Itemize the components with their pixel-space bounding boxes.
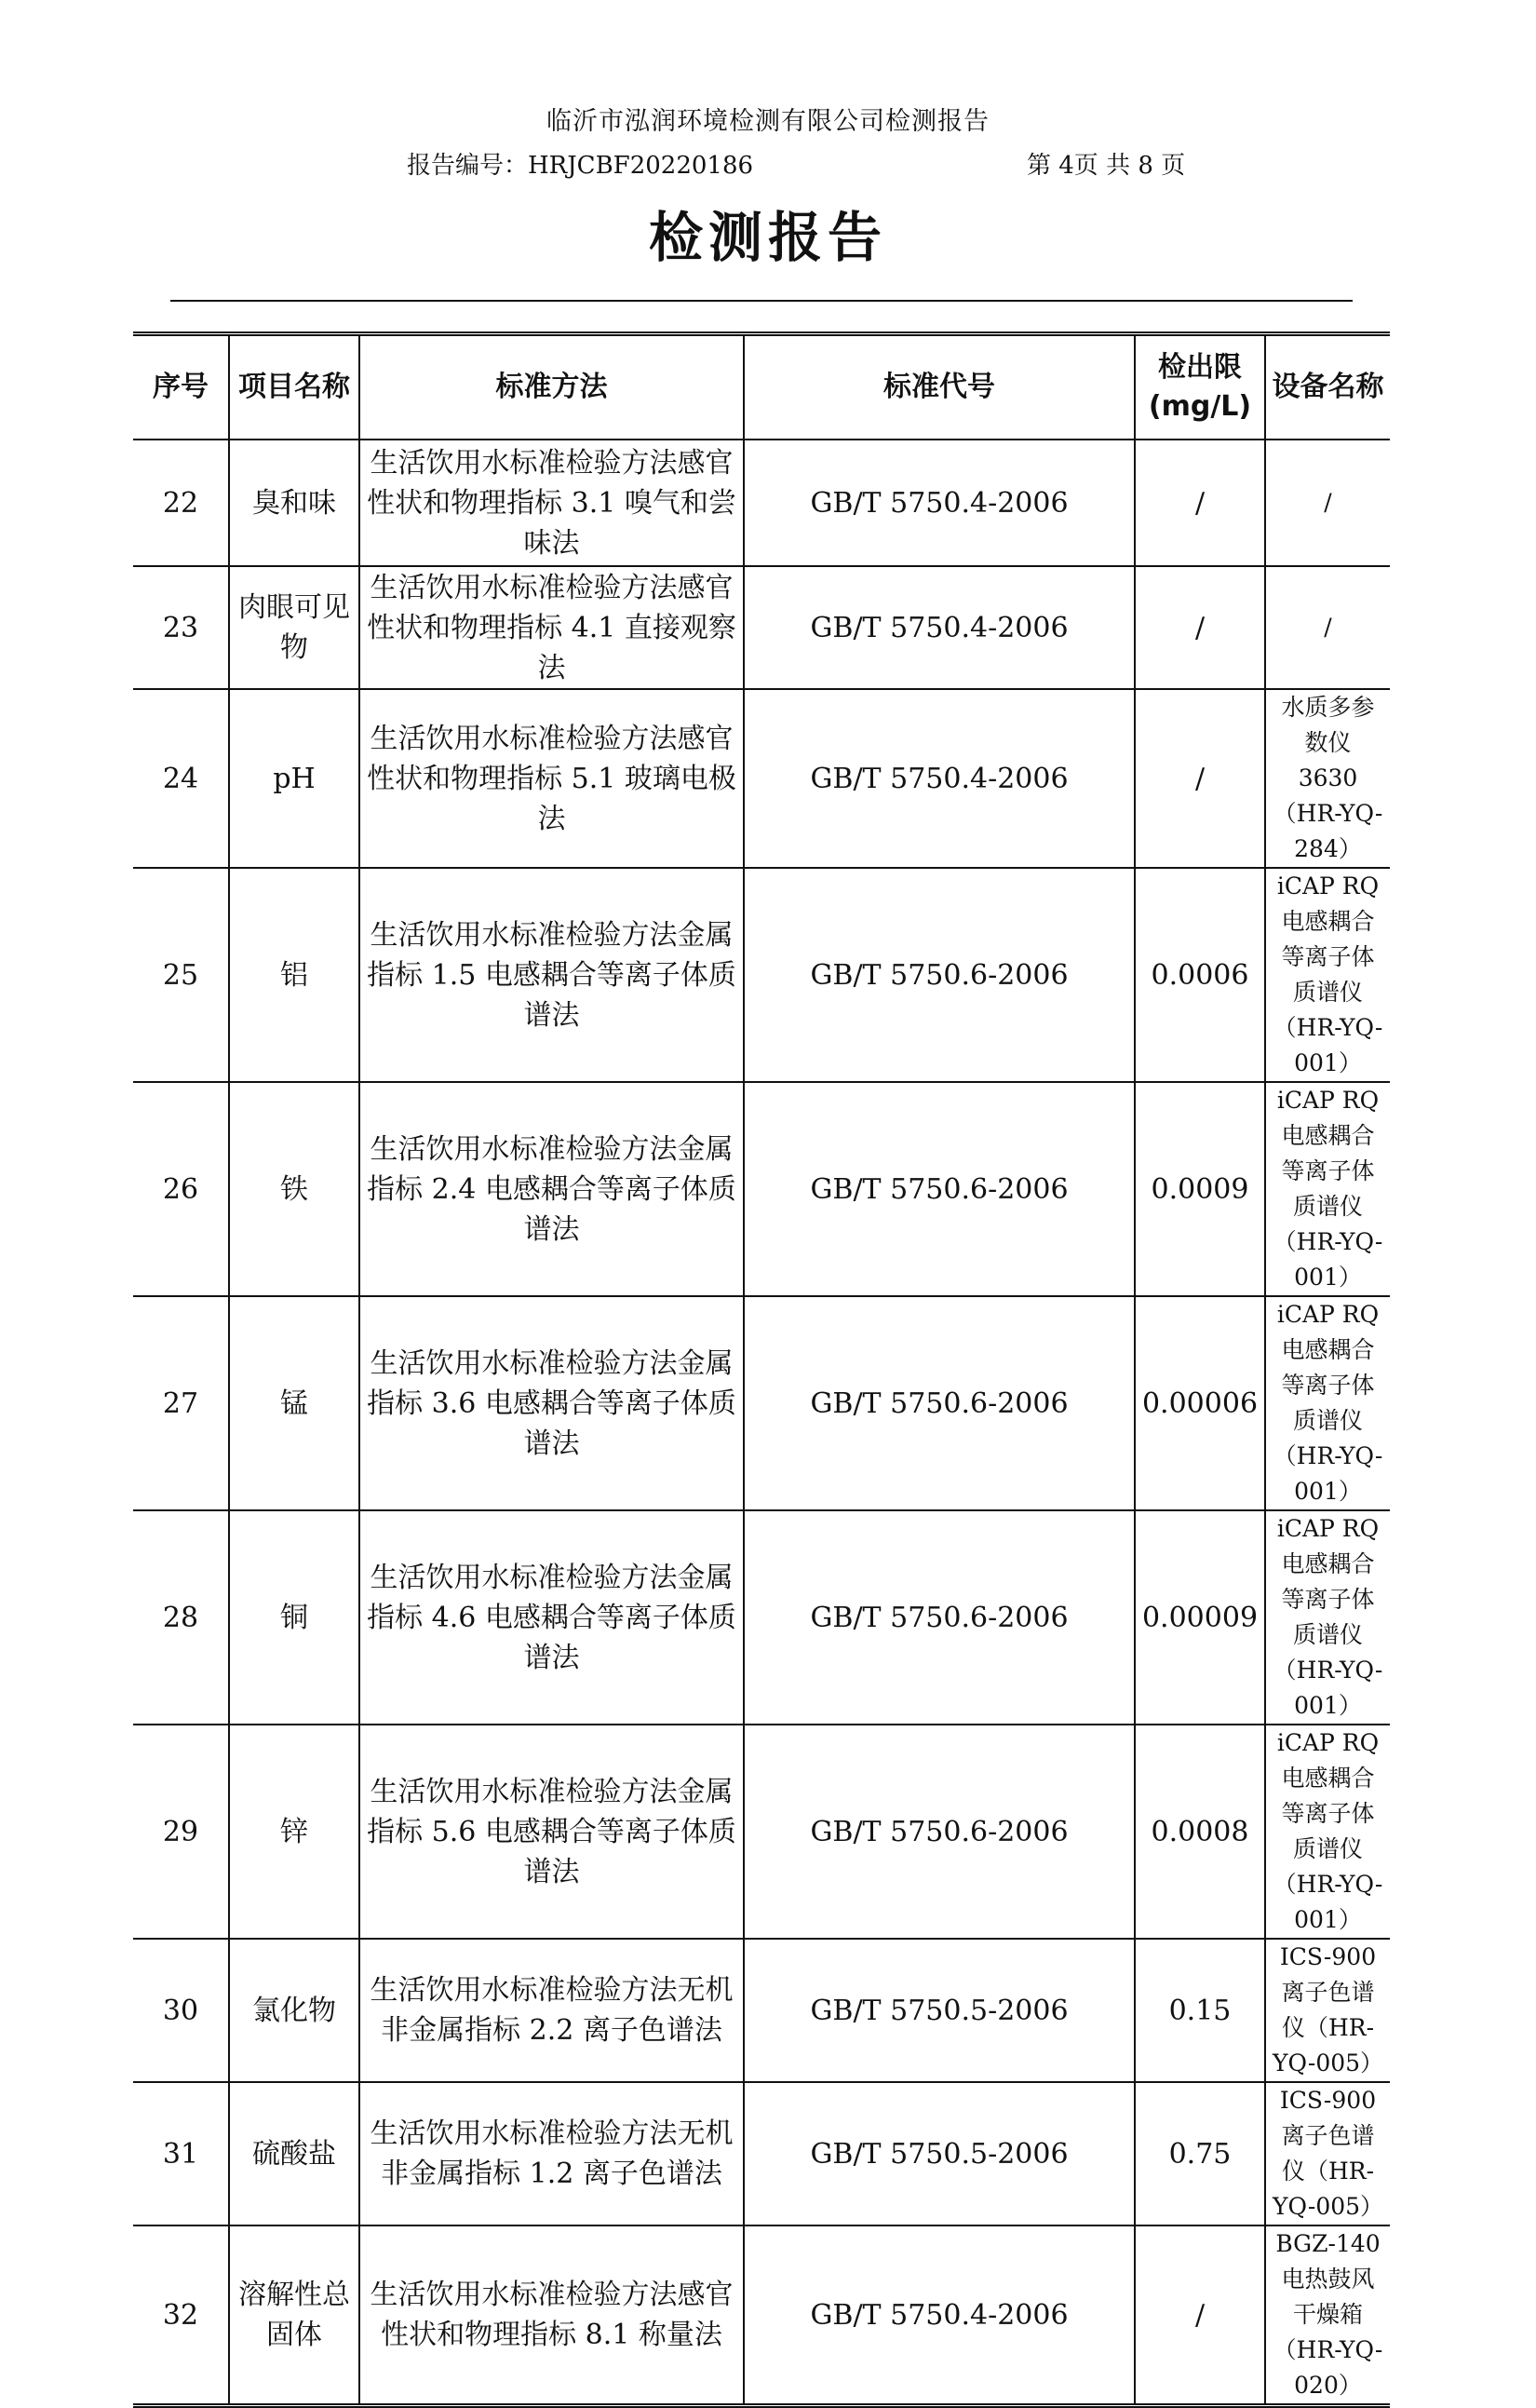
row-limit: / (1135, 566, 1265, 689)
row-limit: 0.00006 (1135, 1296, 1265, 1510)
row-equipment: / (1265, 566, 1390, 689)
row-equipment: iCAP RQ 电感耦合等离子体质谱仪（HR-YQ-001） (1265, 1725, 1390, 1939)
row-limit: / (1135, 440, 1265, 566)
row-item: pH (229, 689, 359, 868)
table-row (133, 1296, 1390, 1510)
row-equipment: ICS-900 离子色谱仪（HR-YQ-005） (1265, 2082, 1390, 2225)
row-item: 溶解性总固体 (229, 2225, 359, 2406)
row-method: 生活饮用水标准检验方法金属指标 1.5 电感耦合等离子体质谱法 (359, 868, 744, 1082)
table-row (133, 2225, 1390, 2406)
table-row (133, 868, 1390, 1082)
row-item: 氯化物 (229, 1939, 359, 2082)
row-code: GB/T 5750.6-2006 (744, 1296, 1135, 1510)
table-row (133, 1939, 1390, 2082)
row-no: 25 (133, 868, 229, 1082)
table-row (133, 1510, 1390, 1725)
document-title: 检测报告 (648, 206, 887, 269)
row-no: 32 (133, 2225, 229, 2406)
row-method: 生活饮用水标准检验方法感官性状和物理指标 8.1 称量法 (359, 2225, 744, 2406)
row-limit: 0.75 (1135, 2082, 1265, 2225)
report-number: 报告编号：HRJCBF20220186 (407, 152, 754, 180)
row-limit: 0.15 (1135, 1939, 1265, 2082)
row-item: 硫酸盐 (229, 2082, 359, 2225)
row-equipment: iCAP RQ 电感耦合等离子体质谱仪（HR-YQ-001） (1265, 868, 1390, 1082)
row-item: 铝 (229, 868, 359, 1082)
row-limit: / (1135, 2225, 1265, 2406)
row-code: GB/T 5750.6-2006 (744, 868, 1135, 1082)
row-limit: 0.0008 (1135, 1725, 1265, 1939)
row-limit: / (1135, 689, 1265, 868)
row-code: GB/T 5750.4-2006 (744, 689, 1135, 868)
row-method: 生活饮用水标准检验方法金属指标 3.6 电感耦合等离子体质谱法 (359, 1296, 744, 1510)
row-limit: 0.0006 (1135, 868, 1265, 1082)
row-no: 23 (133, 566, 229, 689)
row-code: GB/T 5750.4-2006 (744, 566, 1135, 689)
row-method: 生活饮用水标准检验方法无机非金属指标 1.2 离子色谱法 (359, 2082, 744, 2225)
row-no: 24 (133, 689, 229, 868)
row-method: 生活饮用水标准检验方法感官性状和物理指标 3.1 嗅气和尝味法 (359, 440, 744, 566)
company-report-header: 临沂市泓润环境检测有限公司检测报告 (546, 107, 990, 136)
table-row (133, 689, 1390, 868)
row-item: 锌 (229, 1725, 359, 1939)
column-header-code: 标准代号 (744, 334, 1135, 440)
row-method: 生活饮用水标准检验方法感官性状和物理指标 4.1 直接观察法 (359, 566, 744, 689)
page-info: 第 4页 共 8 页 (1027, 152, 1186, 180)
table-row (133, 1082, 1390, 1296)
row-equipment: BGZ-140 电热鼓风干燥箱（HR-YQ-020） (1265, 2225, 1390, 2406)
row-code: GB/T 5750.5-2006 (744, 1939, 1135, 2082)
row-item: 铁 (229, 1082, 359, 1296)
row-method: 生活饮用水标准检验方法金属指标 5.6 电感耦合等离子体质谱法 (359, 1725, 744, 1939)
row-no: 27 (133, 1296, 229, 1510)
title-divider (170, 300, 1353, 302)
column-header-item: 项目名称 (229, 334, 359, 440)
row-equipment: iCAP RQ 电感耦合等离子体质谱仪（HR-YQ-001） (1265, 1296, 1390, 1510)
table-header-row (133, 334, 1390, 440)
table-row (133, 1725, 1390, 1939)
column-header-limit: 检出限(mg/L) (1135, 334, 1265, 440)
row-method: 生活饮用水标准检验方法金属指标 4.6 电感耦合等离子体质谱法 (359, 1510, 744, 1725)
row-limit: 0.0009 (1135, 1082, 1265, 1296)
row-no: 29 (133, 1725, 229, 1939)
column-header-no: 序号 (133, 334, 229, 440)
row-method: 生活饮用水标准检验方法金属指标 2.4 电感耦合等离子体质谱法 (359, 1082, 744, 1296)
row-no: 30 (133, 1939, 229, 2082)
table-row (133, 440, 1390, 566)
row-equipment: iCAP RQ 电感耦合等离子体质谱仪（HR-YQ-001） (1265, 1082, 1390, 1296)
row-code: GB/T 5750.4-2006 (744, 2225, 1135, 2406)
row-item: 肉眼可见物 (229, 566, 359, 689)
table-row (133, 2082, 1390, 2225)
column-header-method: 标准方法 (359, 334, 744, 440)
row-code: GB/T 5750.5-2006 (744, 2082, 1135, 2225)
row-no: 22 (133, 440, 229, 566)
row-code: GB/T 5750.4-2006 (744, 440, 1135, 566)
row-method: 生活饮用水标准检验方法感官性状和物理指标 5.1 玻璃电极法 (359, 689, 744, 868)
row-code: GB/T 5750.6-2006 (744, 1510, 1135, 1725)
row-limit: 0.00009 (1135, 1510, 1265, 1725)
row-equipment: / (1265, 440, 1390, 566)
row-no: 28 (133, 1510, 229, 1725)
row-item: 铜 (229, 1510, 359, 1725)
detection-methods-table (133, 331, 1390, 2408)
row-equipment: 水质多参数仪 3630（HR-YQ-284） (1265, 689, 1390, 868)
row-code: GB/T 5750.6-2006 (744, 1082, 1135, 1296)
row-item: 锰 (229, 1296, 359, 1510)
row-code: GB/T 5750.6-2006 (744, 1725, 1135, 1939)
column-header-equipment: 设备名称 (1265, 334, 1390, 440)
row-item: 臭和味 (229, 440, 359, 566)
row-no: 26 (133, 1082, 229, 1296)
row-equipment: ICS-900 离子色谱仪（HR-YQ-005） (1265, 1939, 1390, 2082)
table-row (133, 566, 1390, 689)
row-no: 31 (133, 2082, 229, 2225)
row-equipment: iCAP RQ 电感耦合等离子体质谱仪（HR-YQ-001） (1265, 1510, 1390, 1725)
row-method: 生活饮用水标准检验方法无机非金属指标 2.2 离子色谱法 (359, 1939, 744, 2082)
